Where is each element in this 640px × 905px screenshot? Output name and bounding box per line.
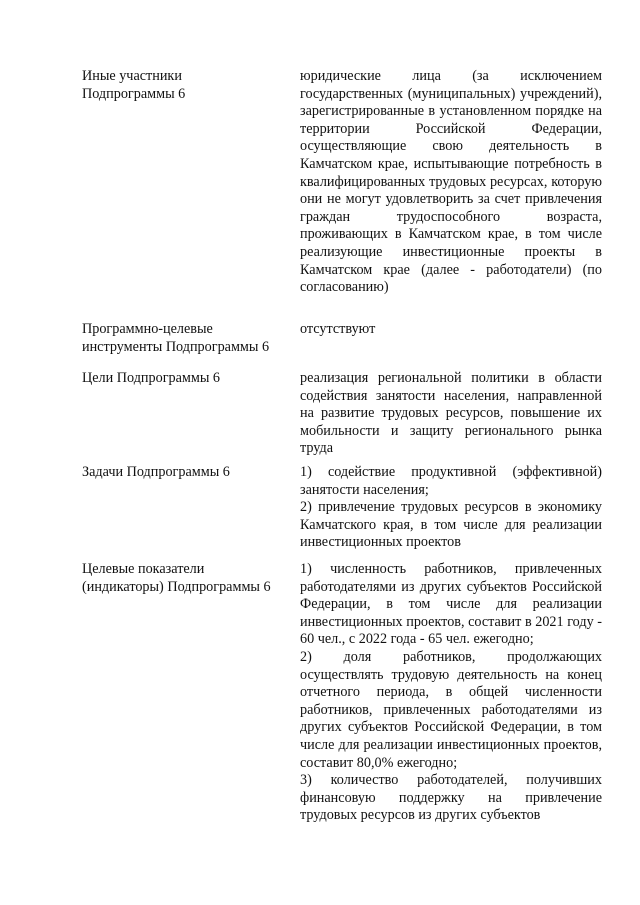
item-number: 3) <box>300 772 312 789</box>
item-text: количество работодателей, получивших финансовую поддержку на привлечение трудовых ресурсов из других субъектов <box>300 772 602 824</box>
item-number: 2) <box>300 499 312 516</box>
row-value-text: реализация региональной политики в области содействия занятости населения, направленной на развитие трудовых ресурсов, повышение их мобильности и защиту регионального рынка труда <box>300 370 602 457</box>
list-item <box>300 464 602 499</box>
item-number: 2) <box>300 648 312 665</box>
item-text: содействие продуктивной (эффективной) занятости населения; <box>300 464 603 498</box>
list-item <box>300 561 602 649</box>
row-value-text: отсутствуют <box>300 321 376 337</box>
item-text: привлечение трудовых ресурсов в экономику Камчатского края, в том числе для реализации инвестиционных проектов <box>300 499 602 551</box>
row-value <box>300 68 602 297</box>
row-label: Задачи Подпрограммы 6 <box>82 464 230 480</box>
item-text: доля работников, продолжающих осуществлять трудовую деятельность на конец отчетного периода, в общей численности работников, привлеченных работодателями из других субъектов Российской Федерации, в том числе для реализации инвестиционных проектов, составит 80,0% ежегодно; <box>300 648 603 771</box>
list-item <box>300 649 602 772</box>
row-label: Целевые показатели (индикаторы) Подпрограммы 6 <box>82 561 271 595</box>
list-item <box>300 772 602 825</box>
item-text: численность работников, привлеченных работодателями из других субъектов Российской Федерации, в том числе для реализации инвестиционных проектов, составит в 2021 году - 60 чел., с 2022 года - 65 чел. ежегодно; <box>300 561 602 648</box>
row-value-text: юридические лица (за исключением государственных (муниципальных) учреждений), зарегистрированные в установленном порядке на территории Российской Федерации, осуществляющие свою деятельность в Камчатском крае, испытывающие потребность в квалифицированных трудовых ресурсах, которую они не могут удовлетворить за счет привлечения граждан трудоспособного возраста, проживающих в Камчатском крае, в том числе реализующие инвестиционные проекты в Камчатском крае (далее - работодатели) (по согласованию) <box>300 68 602 296</box>
row-value <box>300 370 602 458</box>
row-label: Цели Подпрограммы 6 <box>82 370 221 386</box>
row-label: Иные участники Подпрограммы 6 <box>82 68 186 102</box>
item-number: 1) <box>300 464 312 480</box>
list-item <box>300 499 602 552</box>
item-number: 1) <box>300 561 312 577</box>
row-value <box>300 464 602 552</box>
row-value <box>300 321 602 339</box>
row-value <box>300 561 602 825</box>
row-label: Программно-целевые инструменты Подпрограммы 6 <box>82 321 270 355</box>
